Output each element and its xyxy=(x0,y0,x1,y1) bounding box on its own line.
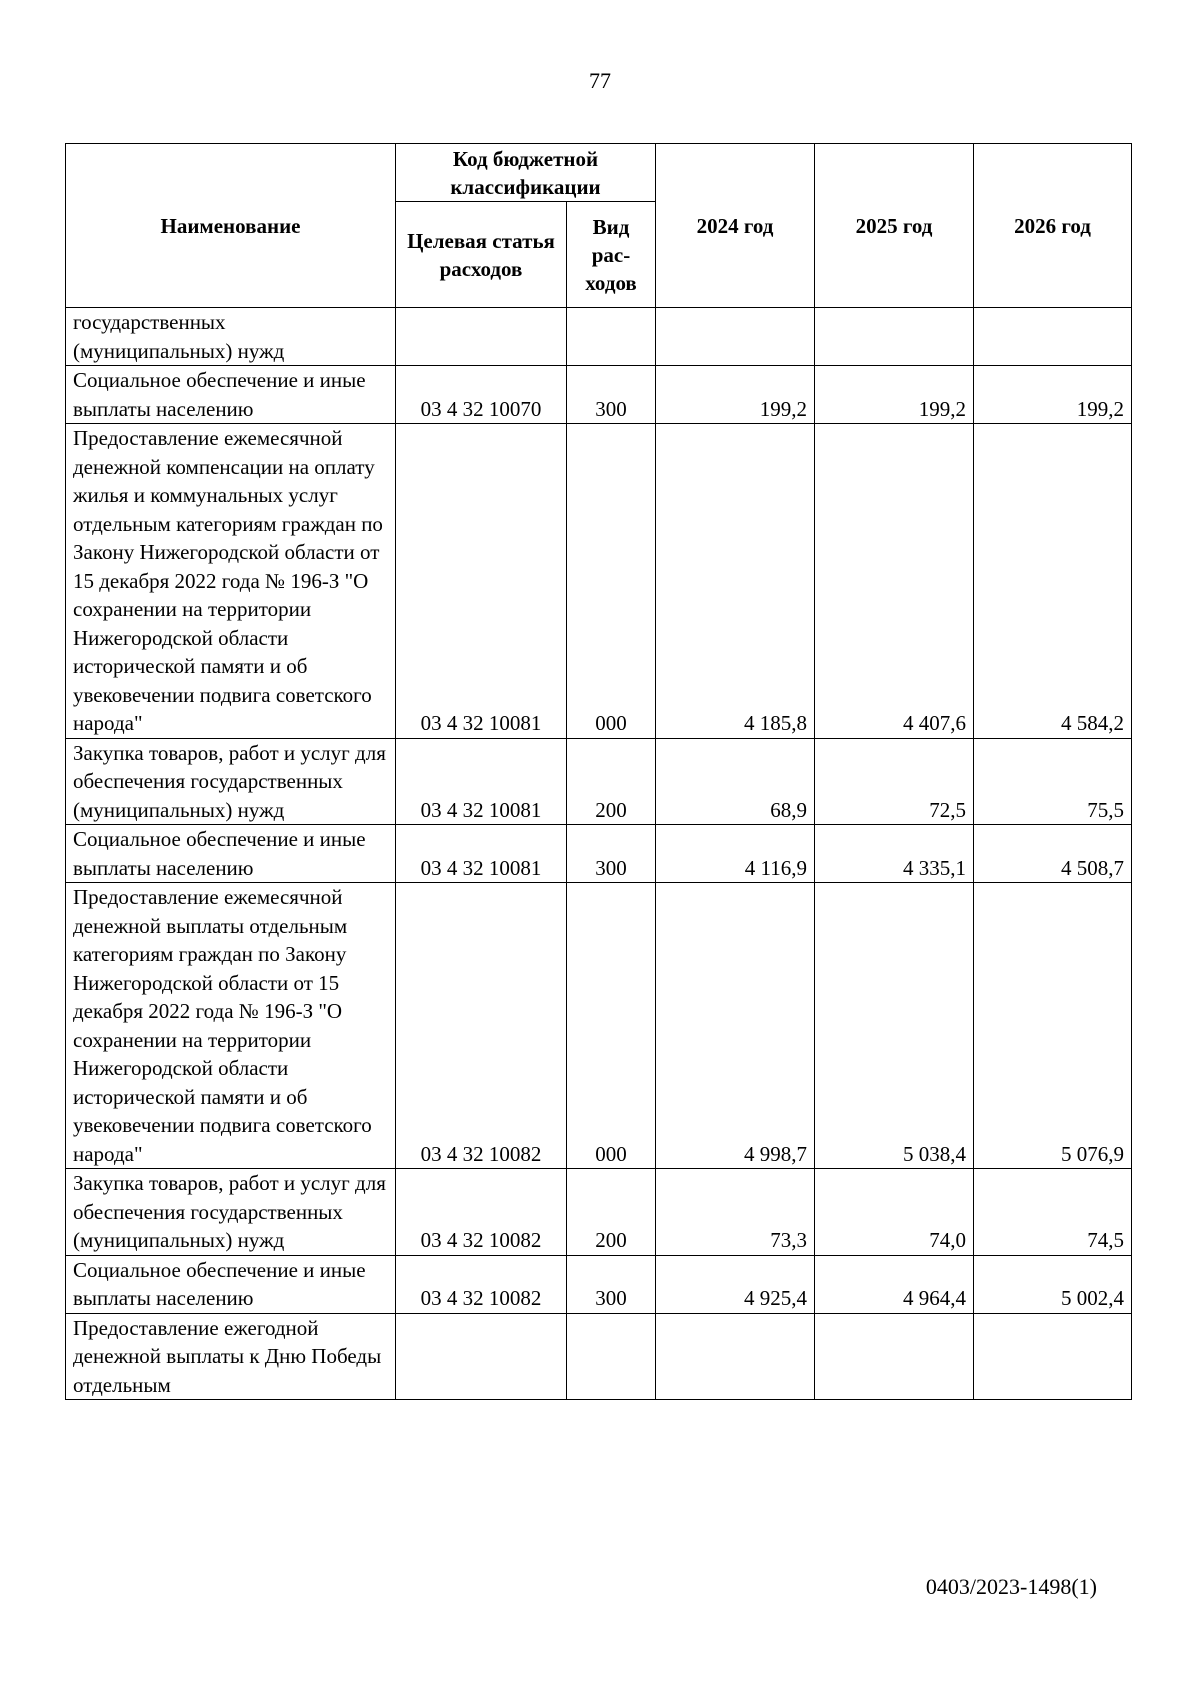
row-expense-kind: 200 xyxy=(567,738,656,825)
page-number: 77 xyxy=(589,68,611,93)
row-value-2025: 4 335,1 xyxy=(815,825,974,883)
row-value-2024: 73,3 xyxy=(656,1169,815,1256)
row-target-article: 03 4 32 10081 xyxy=(396,825,567,883)
row-target-article: 03 4 32 10081 xyxy=(396,738,567,825)
table-row xyxy=(66,883,1132,1169)
budget-table xyxy=(65,143,1132,1400)
row-target-article: 03 4 32 10082 xyxy=(396,1255,567,1313)
row-expense-kind: 000 xyxy=(567,424,656,739)
header-budget-code: Код бюджетной классификации xyxy=(396,144,656,202)
row-target-article: 03 4 32 10082 xyxy=(396,883,567,1169)
row-name: Социальное обеспечение и иные выплаты населению xyxy=(66,825,396,883)
row-target-article: 03 4 32 10081 xyxy=(396,424,567,739)
row-value-2025 xyxy=(815,308,974,366)
row-value-2024 xyxy=(656,308,815,366)
row-expense-kind: 000 xyxy=(567,883,656,1169)
header-expense-kind: Вид рас-ходов xyxy=(567,202,656,308)
row-value-2026 xyxy=(974,1313,1132,1400)
row-value-2026: 75,5 xyxy=(974,738,1132,825)
header-year-2025: 2025 год xyxy=(815,144,974,308)
row-value-2026: 74,5 xyxy=(974,1169,1132,1256)
header-year-2026: 2026 год xyxy=(974,144,1132,308)
row-name: Социальное обеспечение и иные выплаты населению xyxy=(66,366,396,424)
row-value-2025: 4 964,4 xyxy=(815,1255,974,1313)
row-value-2026: 4 584,2 xyxy=(974,424,1132,739)
row-value-2025 xyxy=(815,1313,974,1400)
header-year-2024: 2024 год xyxy=(656,144,815,308)
table-header xyxy=(66,144,1132,308)
row-value-2026: 5 076,9 xyxy=(974,883,1132,1169)
row-name: Закупка товаров, работ и услуг для обеспечения государственных (муниципальных) нужд xyxy=(66,1169,396,1256)
table-body xyxy=(66,308,1132,1400)
row-value-2025: 74,0 xyxy=(815,1169,974,1256)
row-value-2024: 4 998,7 xyxy=(656,883,815,1169)
row-expense-kind xyxy=(567,308,656,366)
table-row xyxy=(66,308,1132,366)
row-value-2025: 199,2 xyxy=(815,366,974,424)
row-name: Социальное обеспечение и иные выплаты населению xyxy=(66,1255,396,1313)
row-target-article xyxy=(396,308,567,366)
row-name: Предоставление ежемесячной денежной компенсации на оплату жилья и коммунальных услуг отдельным категориям граждан по Закону Нижегородской области от 15 декабря 2022 года № 196-З "О сохранении на территории Нижегородской области исторической памяти и об увековечении подвига советского народа" xyxy=(66,424,396,739)
table-row xyxy=(66,825,1132,883)
row-value-2024: 4 185,8 xyxy=(656,424,815,739)
document-code: 0403/2023-1498(1) xyxy=(925,1574,1097,1599)
row-expense-kind xyxy=(567,1313,656,1400)
row-expense-kind: 300 xyxy=(567,825,656,883)
row-value-2025: 72,5 xyxy=(815,738,974,825)
row-value-2025: 4 407,6 xyxy=(815,424,974,739)
row-target-article: 03 4 32 10082 xyxy=(396,1169,567,1256)
table-row xyxy=(66,1313,1132,1400)
table-row xyxy=(66,1169,1132,1256)
table-row xyxy=(66,424,1132,739)
header-name: Наименование xyxy=(66,144,396,308)
row-expense-kind: 300 xyxy=(567,366,656,424)
row-value-2026: 199,2 xyxy=(974,366,1132,424)
row-value-2026 xyxy=(974,308,1132,366)
row-value-2024 xyxy=(656,1313,815,1400)
row-value-2024: 199,2 xyxy=(656,366,815,424)
row-target-article: 03 4 32 10070 xyxy=(396,366,567,424)
row-name: Предоставление ежемесячной денежной выплаты отдельным категориям граждан по Закону Нижегородской области от 15 декабря 2022 года № 196-З "О сохранении на территории Нижегородской области исторической памяти и об увековечении подвига советского народа" xyxy=(66,883,396,1169)
table-row xyxy=(66,1255,1132,1313)
row-value-2026: 4 508,7 xyxy=(974,825,1132,883)
row-expense-kind: 200 xyxy=(567,1169,656,1256)
row-value-2024: 4 116,9 xyxy=(656,825,815,883)
row-value-2025: 5 038,4 xyxy=(815,883,974,1169)
row-expense-kind: 300 xyxy=(567,1255,656,1313)
row-value-2026: 5 002,4 xyxy=(974,1255,1132,1313)
row-value-2024: 68,9 xyxy=(656,738,815,825)
row-name: Закупка товаров, работ и услуг для обеспечения государственных (муниципальных) нужд xyxy=(66,738,396,825)
row-name: Предоставление ежегодной денежной выплаты к Дню Победы отдельным xyxy=(66,1313,396,1400)
row-value-2024: 4 925,4 xyxy=(656,1255,815,1313)
row-target-article xyxy=(396,1313,567,1400)
header-target-article: Целевая статья расходов xyxy=(396,202,567,308)
row-name: государственных (муниципальных) нужд xyxy=(66,308,396,366)
table-row xyxy=(66,738,1132,825)
table-row xyxy=(66,366,1132,424)
